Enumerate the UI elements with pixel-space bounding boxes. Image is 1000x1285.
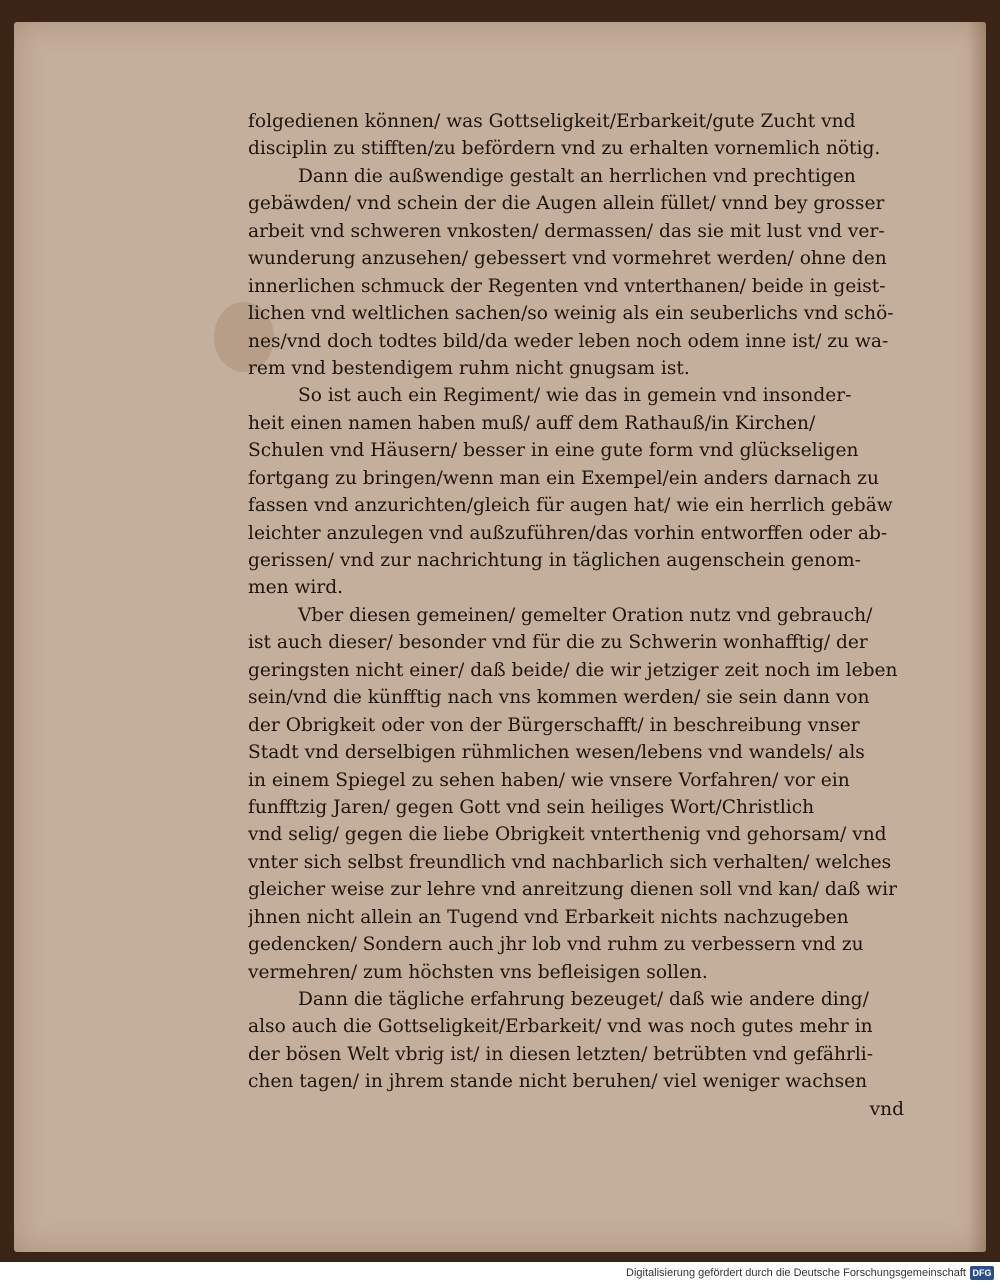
text-line: vermehren/ zum höchsten vns befleisigen sollen. xyxy=(248,961,708,983)
text-line: in einem Spiegel zu sehen haben/ wie vnsere Vorfahren/ vor ein xyxy=(248,769,850,791)
paragraph-start-line: Vber diesen gemeinen/ gemelter Oration nutz vnd gebrauch/ xyxy=(298,604,873,626)
text-line: gedencken/ Sondern auch jhr lob vnd ruhm zu verbessern vnd zu xyxy=(248,934,864,956)
text-line: leichter anzulegen vnd außzuführen/das vorhin entworffen oder ab- xyxy=(248,522,888,544)
text-line: funfftzig Jaren/ gegen Gott vnd sein heiliges Wort/Christlich xyxy=(248,796,815,818)
text-line: rem vnd bestendigem ruhm nicht gnugsam ist. xyxy=(248,357,690,379)
text-line: chen tagen/ in jhrem stande nicht beruhen/ viel weniger wachsen xyxy=(248,1071,868,1093)
text-line: Stadt vnd derselbigen rühmlichen wesen/lebens vnd wandels/ als xyxy=(248,742,865,764)
text-line: ist auch dieser/ besonder vnd für die zu Schwerin wonhafftig/ der xyxy=(248,632,868,654)
text-line: geringsten nicht einer/ daß beide/ die wir jetziger zeit noch im leben xyxy=(248,659,898,681)
paragraph-start-line: Dann die tägliche erfahrung bezeuget/ daß wie andere ding/ xyxy=(298,989,869,1010)
text-line: Schulen vnd Häusern/ besser in eine gute form vnd glückseligen xyxy=(248,440,859,462)
text-line: jhnen nicht allein an Tugend vnd Erbarkeit nichts nachzugeben xyxy=(248,906,849,928)
text-line: wunderung anzusehen/ gebessert vnd vormehret werden/ ohne den xyxy=(248,248,887,270)
text-line: fortgang zu bringen/wenn man ein Exempel/ein anders darnach zu xyxy=(248,467,879,489)
text-line: der bösen Welt vbrig ist/ in diesen letzten/ betrübten vnd gefährli- xyxy=(248,1043,874,1065)
text-line: disciplin zu stifften/zu befördern vnd zu erhalten vornemlich nötig. xyxy=(248,138,881,160)
dfg-logo: DFG xyxy=(970,1266,994,1280)
funding-credit: Digitalisierung gefördert durch die Deutsche Forschungsgemeinschaft xyxy=(626,1267,966,1279)
paragraph-start-line: Dann die außwendige gestalt an herrlichen vnd prechtigen xyxy=(298,165,856,187)
text-line: men wird. xyxy=(248,577,344,599)
text-line: gleicher weise zur lehre vnd anreitzung dienen soll vnd kan/ daß wir xyxy=(248,879,897,901)
text-line: lichen vnd weltlichen sachen/so weinig als ein seuberlichs vnd schö- xyxy=(248,303,894,325)
text-line: also auch die Gottseligkeit/Erbarkeit/ vnd was noch gutes mehr in xyxy=(248,1016,873,1038)
text-line: heit einen namen haben muß/ auff dem Rathauß/in Kirchen/ xyxy=(248,412,816,434)
text-line: gebäwden/ vnd schein der die Augen allein füllet/ vnnd bey grosser xyxy=(248,193,885,215)
page-text xyxy=(248,108,908,1123)
text-line: gerissen/ vnd zur nachrichtung in täglichen augenschein genom- xyxy=(248,550,861,571)
text-line: innerlichen schmuck der Regenten vnd vnterthanen/ beide in geist- xyxy=(248,275,886,297)
text-line: folgedienen können/ was Gottseligkeit/Erbarkeit/gute Zucht vnd xyxy=(248,111,856,132)
text-line: vnter sich selbst freundlich vnd nachbarlich sich verhalten/ welches xyxy=(248,851,892,873)
text-line: vnd selig/ gegen die liebe Obrigkeit vnterthenig vnd gehorsam/ vnd xyxy=(248,824,887,846)
page-edge-shadow xyxy=(968,22,986,1252)
text-line: fassen vnd anzurichten/gleich für augen hat/ wie ein herrlich gebäw xyxy=(248,495,893,517)
text-line: arbeit vnd schweren vnkosten/ dermassen/ das sie mit lust vnd ver- xyxy=(248,220,885,242)
text-line: sein/vnd die künfftig nach vns kommen werden/ sie sein dann von xyxy=(248,687,870,709)
digitization-footer xyxy=(0,1262,1000,1285)
catchword: vnd xyxy=(869,1098,904,1120)
text-line: nes/vnd doch todtes bild/da weder leben noch odem inne ist/ zu wa- xyxy=(248,330,889,352)
paragraph-start-line: So ist auch ein Regiment/ wie das in gemein vnd insonder- xyxy=(298,385,852,407)
text-line: der Obrigkeit oder von der Bürgerschafft/ in beschreibung vnser xyxy=(248,714,860,736)
